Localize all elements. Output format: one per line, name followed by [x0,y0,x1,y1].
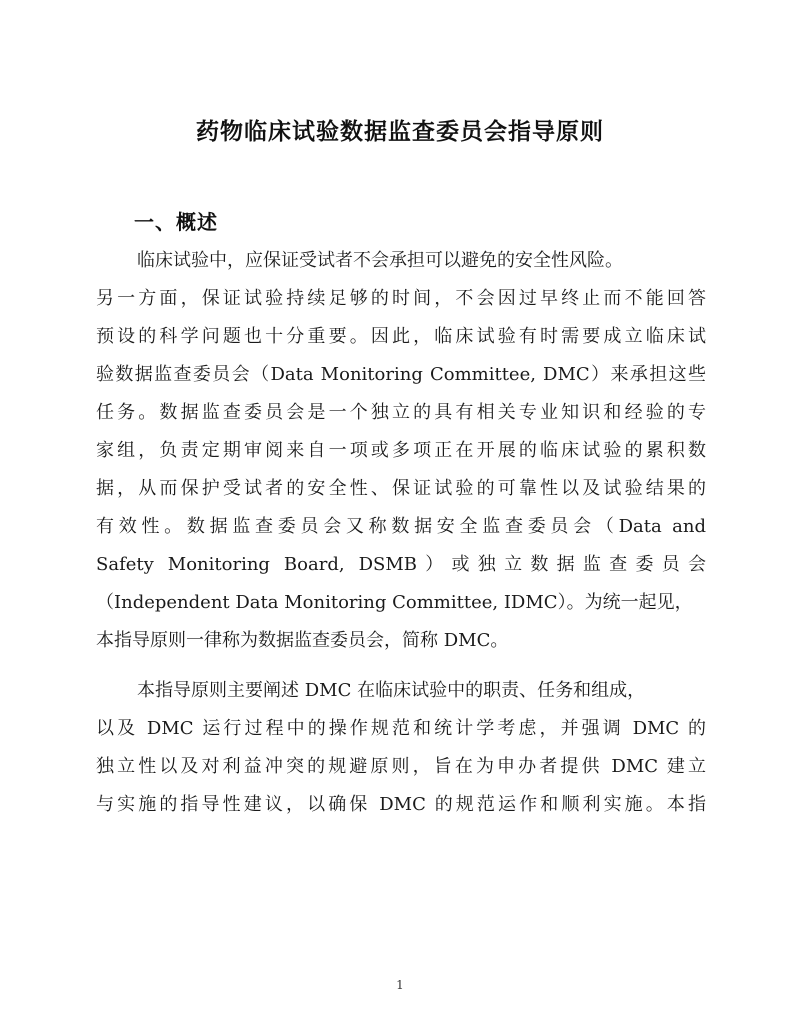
paragraph-1-line: 临床试验中，应保证受试者不会承担可以避免的安全性风险。 [137,250,623,271]
paragraph-1-line: 本指导原则一律称为数据监查委员会，简称 DMC。 [96,630,509,651]
paragraph-1-line: 据，从而保护受试者的安全性、保证试验的可靠性以及试验结果的 [96,478,706,499]
paragraph-1-line: 另一方面，保证试验持续足够的时间，不会因过早终止而不能回答 [96,288,706,309]
page-number: 1 [396,978,404,992]
paragraph-2-line: 以及 DMC 运行过程中的操作规范和统计学考虑，并强调 DMC 的 [96,718,706,739]
paragraph-2-line: 本指导原则主要阐述 DMC 在临床试验中的职责、任务和组成， [137,680,646,701]
paragraph-1-line: 验数据监查委员会（Data Monitoring Committee, DMC）来承担这些 [96,364,706,385]
paragraph-1-line: （Independent Data Monitoring Committee, IDMC）。为统一起见， [96,592,693,613]
paragraph-2-line: 独立性以及对利益冲突的规避原则，旨在为申办者提供 DMC 建立 [96,756,706,777]
document-title: 药物临床试验数据监查委员会指导原则 [196,119,604,145]
paragraph-2-line: 与实施的指导性建议，以确保 DMC 的规范运作和顺利实施。本指 [96,794,706,815]
paragraph-1-line: 预设的科学问题也十分重要。因此，临床试验有时需要成立临床试 [96,326,706,347]
paragraph-1-line: 任务。数据监查委员会是一个独立的具有相关专业知识和经验的专 [96,402,706,423]
paragraph-1-line: Safety Monitoring Board, DSMB）或独立数据监查委员会 [96,554,706,575]
paragraph-1-line: 家组，负责定期审阅来自一项或多项正在开展的临床试验的累积数 [96,440,706,461]
paragraph-1-line: 有效性。数据监查委员会又称数据安全监查委员会（Data and [96,516,706,537]
section-heading-overview: 一、概述 [134,210,218,234]
